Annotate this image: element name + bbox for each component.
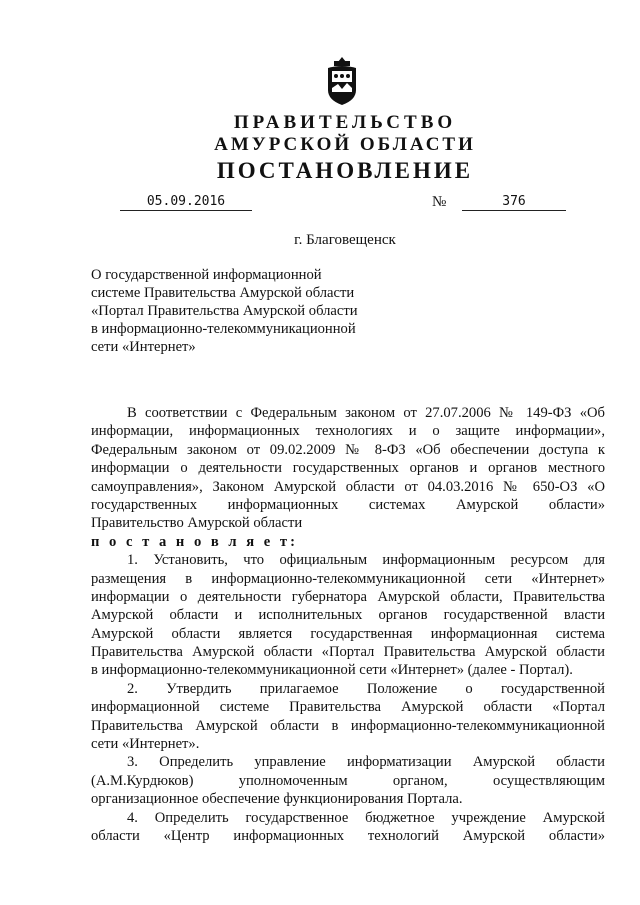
- document-body: [91, 404, 605, 845]
- item-4-line: 4. Определить государственное бюджетное учреждение Амурской: [127, 809, 605, 826]
- preamble-line: Правительство Амурской области: [91, 515, 303, 532]
- subject-line: «Портал Правительства Амурской области: [91, 303, 358, 319]
- item-2-line: 2. Утвердить прилагаемое Положение о государственной: [127, 680, 605, 697]
- item-3-line: 3. Определить управление информатизации Амурской области: [127, 754, 605, 771]
- item-3-line: организационное обеспечение функционирования Портала.: [91, 791, 463, 808]
- preamble-line: Федеральным законом от 09.02.2009 № 8-ФЗ «Об обеспечении доступа к: [91, 441, 605, 458]
- item-1-line: Амурской области и исполнительных органов государственной власти: [91, 607, 605, 624]
- item-1-line: Амурской области является государственная информационная система: [91, 625, 605, 642]
- subject-line: сети «Интернет»: [91, 339, 196, 355]
- org-title-line1: ПРАВИТЕЛЬСТВО: [233, 112, 457, 133]
- item-1-line: в информационно-телекоммуникационной сети «Интернет» (далее - Портал).: [91, 662, 573, 679]
- subject-line: в информационно-телекоммуникационной: [91, 321, 356, 337]
- subject-line: системе Правительства Амурской области: [91, 285, 355, 301]
- item-2-line: информационной системе Правительства Амурской области «Портал: [91, 699, 605, 716]
- item-4-line: области «Центр информационных технологий Амурской области»: [91, 827, 605, 844]
- preamble-line: государственных информационных системах Амурской области»: [91, 496, 605, 513]
- document-number: 376: [462, 194, 566, 211]
- item-3-line: (А.М.Курдюков) уполномоченным органом, осуществляющим: [91, 772, 605, 789]
- item-2-line: сети «Интернет».: [91, 736, 200, 753]
- item-1-line: Правительства Амурской области «Портал Правительства Амурской области: [91, 644, 605, 661]
- item-1-line: информации о деятельности губернатора Амурской области, Правительства: [91, 588, 605, 605]
- coat-of-arms-icon: [324, 56, 360, 106]
- document-date: 05.09.2016: [120, 194, 252, 211]
- preamble-line: информации о деятельности государственных органов и органов местного: [91, 460, 605, 477]
- preamble-line: В соответствии с Федеральным законом от 27.07.2006 № 149-ФЗ «Об: [127, 405, 605, 421]
- document-city: г. Благовещенск: [294, 232, 396, 248]
- decree-word: п о с т а н о в л я е т:: [91, 533, 298, 550]
- preamble-line: самоуправления», Законом Амурской области от 04.03.2016 № 650-ОЗ «О: [91, 478, 605, 495]
- item-1-line: размещения в информационно-телекоммуникационной сети «Интернет»: [91, 570, 605, 587]
- item-1-line: 1. Установить, что официальным информационным ресурсом для: [127, 552, 605, 569]
- document-type-title: ПОСТАНОВЛЕНИЕ: [216, 158, 474, 183]
- org-title-line2: АМУРСКОЙ ОБЛАСТИ: [214, 134, 476, 155]
- document-subject: [91, 266, 391, 356]
- item-2-line: Правительства Амурской области в информационно-телекоммуникационной: [91, 717, 605, 734]
- subject-line: О государственной информационной: [91, 267, 322, 283]
- number-sign: №: [432, 194, 447, 210]
- preamble-line: информации, информационных технологиях и о защите информации»,: [91, 423, 605, 440]
